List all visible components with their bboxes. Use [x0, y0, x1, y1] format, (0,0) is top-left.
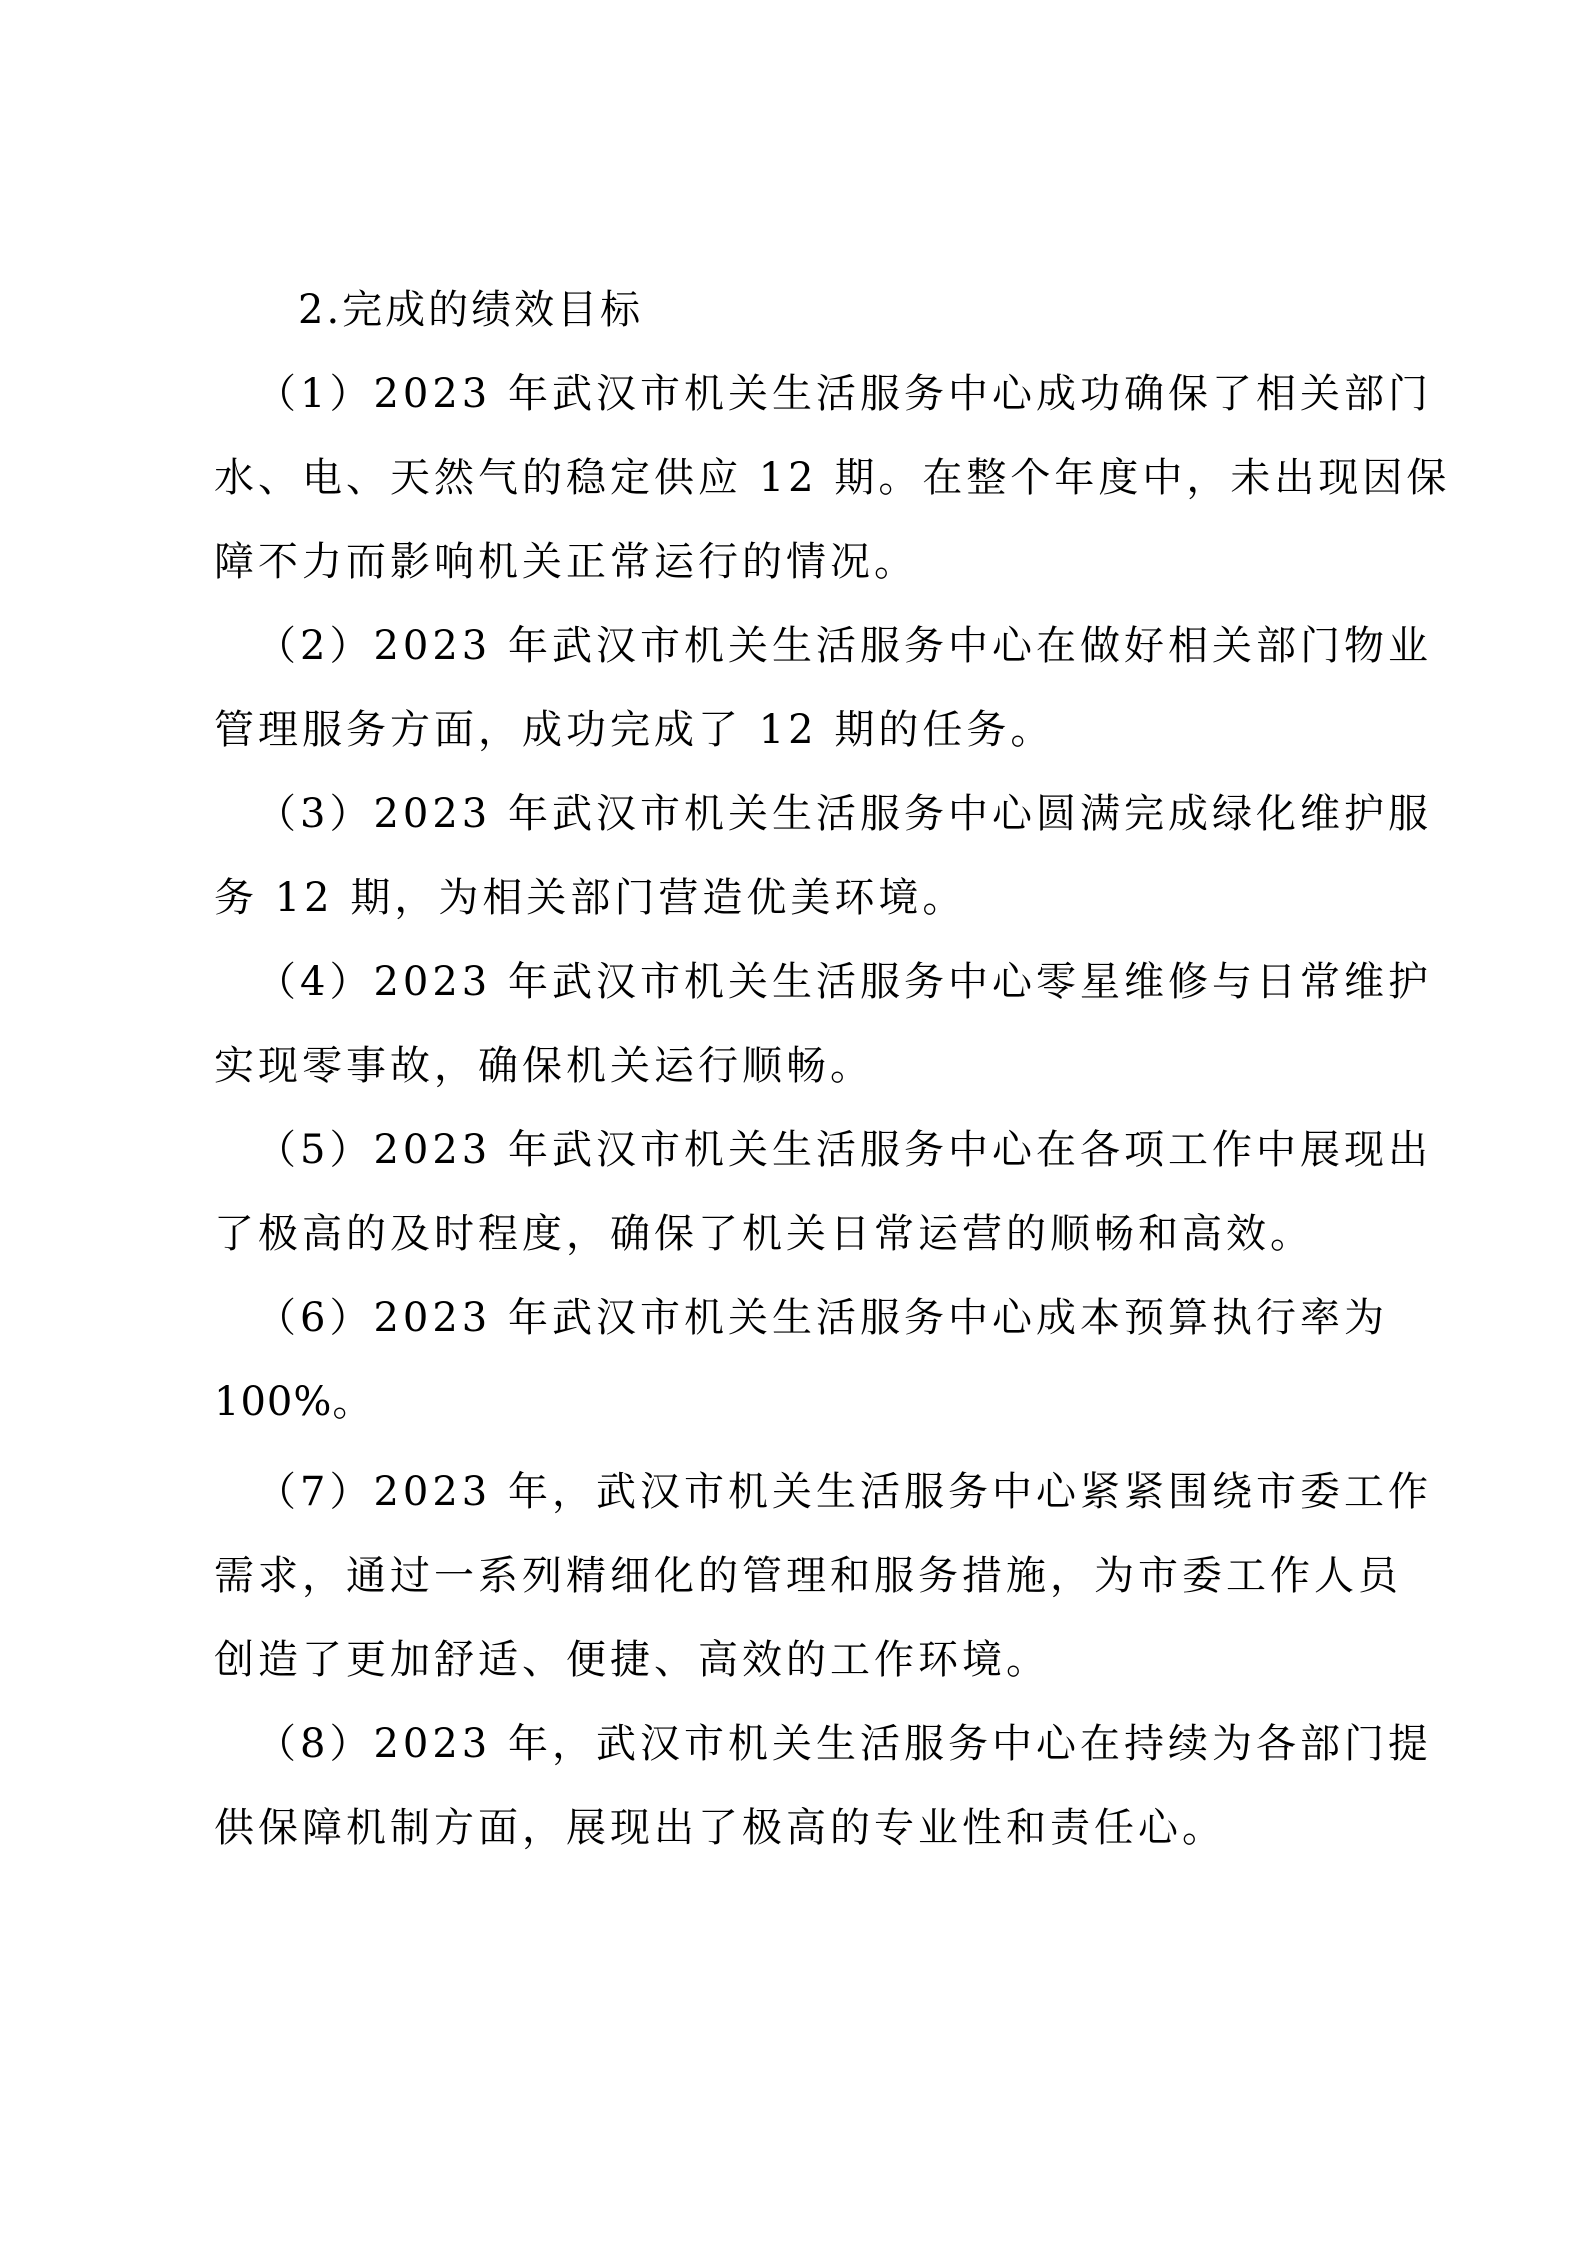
paragraph-7-line-1: （7）2023 年，武汉市机关生活服务中心紧紧围绕市委工作	[256, 1469, 1432, 1515]
paragraph-6-line-1: （6）2023 年武汉市机关生活服务中心成本预算执行率为	[256, 1295, 1388, 1341]
paragraph-3-line-1: （3）2023 年武汉市机关生活服务中心圆满完成绿化维护服	[256, 791, 1432, 837]
section-heading: 2.完成的绩效目标	[298, 287, 644, 333]
paragraph-5-line-2: 了极高的及时程度，确保了机关日常运营的顺畅和高效。	[214, 1211, 1314, 1257]
paragraph-8-line-1: （8）2023 年，武汉市机关生活服务中心在持续为各部门提	[256, 1721, 1432, 1767]
paragraph-1-line-2: 水、电、天然气的稳定供应 12 期。在整个年度中，未出现因保	[214, 455, 1451, 501]
paragraph-1-line-1: （1）2023 年武汉市机关生活服务中心成功确保了相关部门	[256, 371, 1432, 417]
paragraph-2-line-2: 管理服务方面，成功完成了 12 期的任务。	[214, 707, 1055, 753]
paragraph-6-line-2: 100%。	[214, 1379, 374, 1425]
paragraph-1-line-3: 障不力而影响机关正常运行的情况。	[214, 539, 918, 585]
paragraph-2-line-1: （2）2023 年武汉市机关生活服务中心在做好相关部门物业	[256, 623, 1432, 669]
paragraph-8-line-2: 供保障机制方面，展现出了极高的专业性和责任心。	[214, 1805, 1226, 1851]
paragraph-4-line-1: （4）2023 年武汉市机关生活服务中心零星维修与日常维护	[256, 959, 1432, 1005]
paragraph-7-line-3: 创造了更加舒适、便捷、高效的工作环境。	[214, 1637, 1050, 1683]
paragraph-4-line-2: 实现零事故，确保机关运行顺畅。	[214, 1043, 874, 1089]
paragraph-5-line-1: （5）2023 年武汉市机关生活服务中心在各项工作中展现出	[256, 1127, 1432, 1173]
paragraph-7-line-2: 需求，通过一系列精细化的管理和服务措施，为市委工作人员	[214, 1553, 1402, 1599]
paragraph-3-line-2: 务 12 期，为相关部门营造优美环境。	[214, 875, 967, 921]
